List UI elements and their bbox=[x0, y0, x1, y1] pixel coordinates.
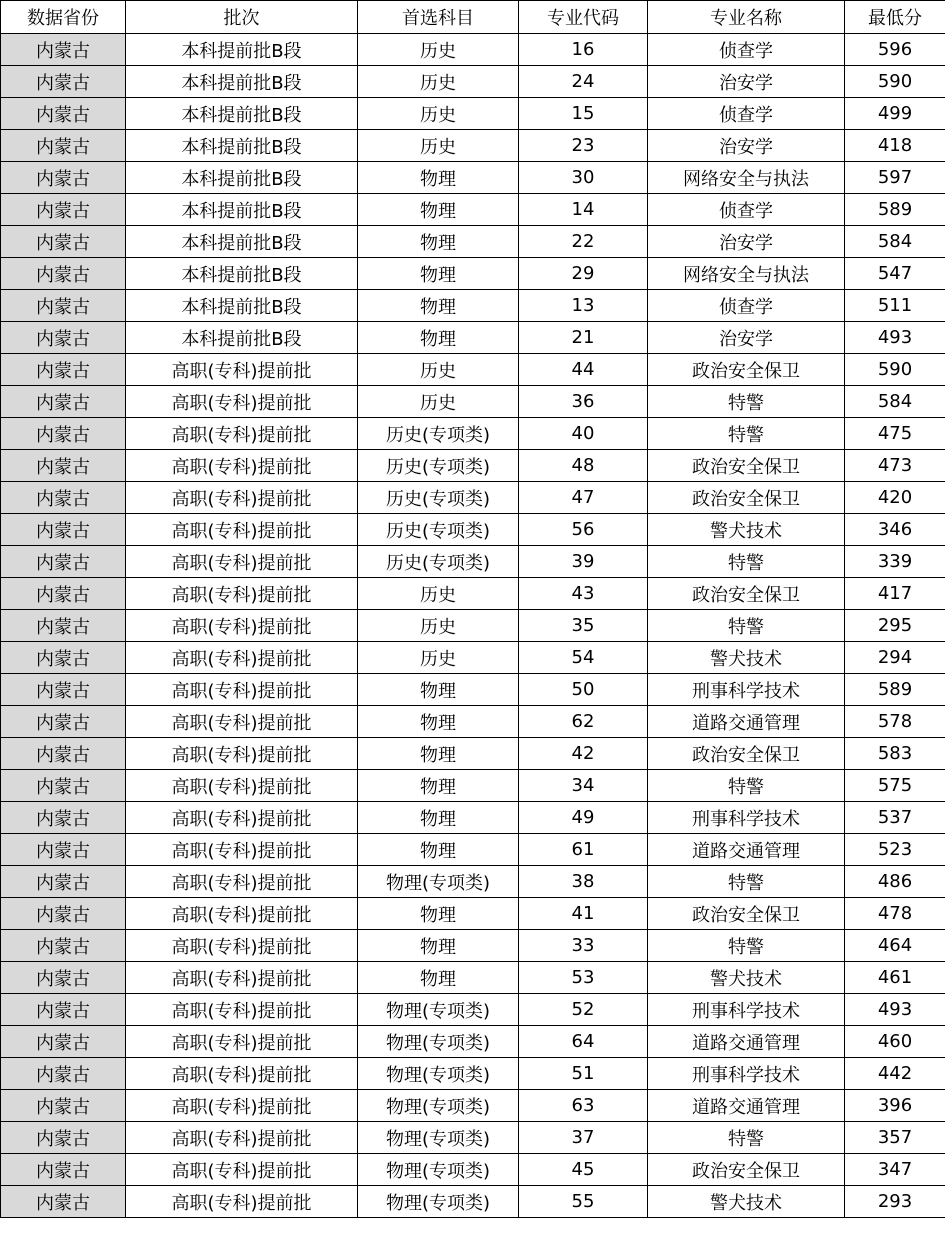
major-name-cell: 刑事科学技术 bbox=[648, 1058, 845, 1090]
province-cell: 内蒙古 bbox=[1, 226, 126, 258]
batch-cell: 高职(专科)提前批 bbox=[126, 866, 358, 898]
table-header bbox=[1, 1, 945, 34]
min-score-cell: 486 bbox=[845, 866, 945, 898]
major-code-cell: 44 bbox=[519, 354, 648, 386]
min-score-cell: 493 bbox=[845, 994, 945, 1026]
major-code-cell: 43 bbox=[519, 578, 648, 610]
province-cell: 内蒙古 bbox=[1, 34, 126, 66]
table-row bbox=[1, 1186, 945, 1218]
province-cell: 内蒙古 bbox=[1, 866, 126, 898]
major-name-cell: 道路交通管理 bbox=[648, 706, 845, 738]
table-row bbox=[1, 1122, 945, 1154]
batch-cell: 本科提前批B段 bbox=[126, 194, 358, 226]
major-name-cell: 警犬技术 bbox=[648, 962, 845, 994]
table-row bbox=[1, 162, 945, 194]
table-row bbox=[1, 386, 945, 418]
primary-subject-cell: 物理 bbox=[358, 738, 519, 770]
major-name-cell: 政治安全保卫 bbox=[648, 898, 845, 930]
primary-subject-cell: 物理(专项类) bbox=[358, 1090, 519, 1122]
primary-subject-cell: 物理 bbox=[358, 162, 519, 194]
table-row bbox=[1, 802, 945, 834]
primary-subject-cell: 历史(专项类) bbox=[358, 514, 519, 546]
batch-cell: 高职(专科)提前批 bbox=[126, 994, 358, 1026]
table-row bbox=[1, 898, 945, 930]
batch-cell: 本科提前批B段 bbox=[126, 34, 358, 66]
major-code-cell: 63 bbox=[519, 1090, 648, 1122]
batch-cell: 高职(专科)提前批 bbox=[126, 738, 358, 770]
major-code-cell: 49 bbox=[519, 802, 648, 834]
major-name-cell: 侦查学 bbox=[648, 34, 845, 66]
batch-cell: 高职(专科)提前批 bbox=[126, 546, 358, 578]
primary-subject-cell: 物理(专项类) bbox=[358, 1026, 519, 1058]
table-row bbox=[1, 642, 945, 674]
min-score-cell: 461 bbox=[845, 962, 945, 994]
batch-cell: 高职(专科)提前批 bbox=[126, 354, 358, 386]
table-row bbox=[1, 1090, 945, 1122]
major-name-cell: 特警 bbox=[648, 418, 845, 450]
major-code-cell: 50 bbox=[519, 674, 648, 706]
min-score-cell: 418 bbox=[845, 130, 945, 162]
table-row bbox=[1, 98, 945, 130]
major-code-cell: 41 bbox=[519, 898, 648, 930]
min-score-cell: 511 bbox=[845, 290, 945, 322]
primary-subject-cell: 历史(专项类) bbox=[358, 450, 519, 482]
primary-subject-cell: 历史 bbox=[358, 34, 519, 66]
min-score-cell: 294 bbox=[845, 642, 945, 674]
table-row bbox=[1, 418, 945, 450]
min-score-cell: 473 bbox=[845, 450, 945, 482]
province-cell: 内蒙古 bbox=[1, 1154, 126, 1186]
table-row bbox=[1, 834, 945, 866]
min-score-cell: 293 bbox=[845, 1186, 945, 1218]
min-score-cell: 464 bbox=[845, 930, 945, 962]
batch-cell: 高职(专科)提前批 bbox=[126, 578, 358, 610]
primary-subject-cell: 历史(专项类) bbox=[358, 546, 519, 578]
header-min-score: 最低分 bbox=[845, 1, 945, 34]
major-code-cell: 13 bbox=[519, 290, 648, 322]
table-row bbox=[1, 706, 945, 738]
table-row bbox=[1, 770, 945, 802]
table-row bbox=[1, 290, 945, 322]
major-code-cell: 22 bbox=[519, 226, 648, 258]
table-row bbox=[1, 578, 945, 610]
table-row bbox=[1, 66, 945, 98]
major-code-cell: 29 bbox=[519, 258, 648, 290]
min-score-cell: 295 bbox=[845, 610, 945, 642]
table-row bbox=[1, 738, 945, 770]
batch-cell: 高职(专科)提前批 bbox=[126, 962, 358, 994]
major-name-cell: 刑事科学技术 bbox=[648, 674, 845, 706]
header-major-name: 专业名称 bbox=[648, 1, 845, 34]
header-primary-subject: 首选科目 bbox=[358, 1, 519, 34]
primary-subject-cell: 历史(专项类) bbox=[358, 418, 519, 450]
min-score-cell: 589 bbox=[845, 674, 945, 706]
header-row bbox=[1, 1, 945, 34]
batch-cell: 高职(专科)提前批 bbox=[126, 1058, 358, 1090]
primary-subject-cell: 物理 bbox=[358, 290, 519, 322]
province-cell: 内蒙古 bbox=[1, 994, 126, 1026]
major-code-cell: 56 bbox=[519, 514, 648, 546]
major-name-cell: 警犬技术 bbox=[648, 514, 845, 546]
table-row bbox=[1, 34, 945, 66]
table-row bbox=[1, 866, 945, 898]
table-row bbox=[1, 514, 945, 546]
min-score-cell: 442 bbox=[845, 1058, 945, 1090]
major-code-cell: 40 bbox=[519, 418, 648, 450]
major-code-cell: 48 bbox=[519, 450, 648, 482]
batch-cell: 高职(专科)提前批 bbox=[126, 1122, 358, 1154]
header-batch: 批次 bbox=[126, 1, 358, 34]
primary-subject-cell: 历史 bbox=[358, 130, 519, 162]
min-score-cell: 596 bbox=[845, 34, 945, 66]
province-cell: 内蒙古 bbox=[1, 930, 126, 962]
primary-subject-cell: 历史 bbox=[358, 66, 519, 98]
major-name-cell: 特警 bbox=[648, 546, 845, 578]
table-row bbox=[1, 482, 945, 514]
major-name-cell: 治安学 bbox=[648, 322, 845, 354]
batch-cell: 高职(专科)提前批 bbox=[126, 386, 358, 418]
province-cell: 内蒙古 bbox=[1, 418, 126, 450]
province-cell: 内蒙古 bbox=[1, 610, 126, 642]
major-name-cell: 刑事科学技术 bbox=[648, 994, 845, 1026]
major-code-cell: 61 bbox=[519, 834, 648, 866]
province-cell: 内蒙古 bbox=[1, 130, 126, 162]
batch-cell: 本科提前批B段 bbox=[126, 322, 358, 354]
batch-cell: 高职(专科)提前批 bbox=[126, 1026, 358, 1058]
major-name-cell: 道路交通管理 bbox=[648, 1026, 845, 1058]
major-name-cell: 特警 bbox=[648, 866, 845, 898]
min-score-cell: 499 bbox=[845, 98, 945, 130]
primary-subject-cell: 物理 bbox=[358, 194, 519, 226]
major-code-cell: 30 bbox=[519, 162, 648, 194]
major-name-cell: 道路交通管理 bbox=[648, 1090, 845, 1122]
primary-subject-cell: 物理(专项类) bbox=[358, 1186, 519, 1218]
min-score-cell: 547 bbox=[845, 258, 945, 290]
table-row bbox=[1, 450, 945, 482]
major-name-cell: 侦查学 bbox=[648, 290, 845, 322]
min-score-cell: 493 bbox=[845, 322, 945, 354]
primary-subject-cell: 物理 bbox=[358, 930, 519, 962]
batch-cell: 本科提前批B段 bbox=[126, 258, 358, 290]
major-code-cell: 55 bbox=[519, 1186, 648, 1218]
min-score-cell: 347 bbox=[845, 1154, 945, 1186]
batch-cell: 本科提前批B段 bbox=[126, 162, 358, 194]
batch-cell: 高职(专科)提前批 bbox=[126, 418, 358, 450]
major-code-cell: 35 bbox=[519, 610, 648, 642]
table-row bbox=[1, 674, 945, 706]
min-score-cell: 583 bbox=[845, 738, 945, 770]
batch-cell: 高职(专科)提前批 bbox=[126, 898, 358, 930]
province-cell: 内蒙古 bbox=[1, 162, 126, 194]
min-score-cell: 590 bbox=[845, 66, 945, 98]
primary-subject-cell: 物理 bbox=[358, 322, 519, 354]
batch-cell: 高职(专科)提前批 bbox=[126, 482, 358, 514]
major-name-cell: 政治安全保卫 bbox=[648, 450, 845, 482]
min-score-cell: 537 bbox=[845, 802, 945, 834]
province-cell: 内蒙古 bbox=[1, 450, 126, 482]
major-code-cell: 36 bbox=[519, 386, 648, 418]
province-cell: 内蒙古 bbox=[1, 290, 126, 322]
major-code-cell: 42 bbox=[519, 738, 648, 770]
batch-cell: 高职(专科)提前批 bbox=[126, 1186, 358, 1218]
min-score-cell: 357 bbox=[845, 1122, 945, 1154]
primary-subject-cell: 历史 bbox=[358, 578, 519, 610]
primary-subject-cell: 物理 bbox=[358, 258, 519, 290]
major-code-cell: 33 bbox=[519, 930, 648, 962]
province-cell: 内蒙古 bbox=[1, 546, 126, 578]
major-code-cell: 21 bbox=[519, 322, 648, 354]
major-code-cell: 64 bbox=[519, 1026, 648, 1058]
major-code-cell: 15 bbox=[519, 98, 648, 130]
major-name-cell: 网络安全与执法 bbox=[648, 162, 845, 194]
table-row bbox=[1, 1058, 945, 1090]
primary-subject-cell: 历史 bbox=[358, 610, 519, 642]
province-cell: 内蒙古 bbox=[1, 1122, 126, 1154]
major-code-cell: 34 bbox=[519, 770, 648, 802]
province-cell: 内蒙古 bbox=[1, 1026, 126, 1058]
major-name-cell: 治安学 bbox=[648, 226, 845, 258]
major-code-cell: 38 bbox=[519, 866, 648, 898]
primary-subject-cell: 物理 bbox=[358, 706, 519, 738]
batch-cell: 高职(专科)提前批 bbox=[126, 706, 358, 738]
province-cell: 内蒙古 bbox=[1, 258, 126, 290]
major-code-cell: 24 bbox=[519, 66, 648, 98]
primary-subject-cell: 物理(专项类) bbox=[358, 1058, 519, 1090]
major-name-cell: 特警 bbox=[648, 1122, 845, 1154]
province-cell: 内蒙古 bbox=[1, 898, 126, 930]
min-score-cell: 396 bbox=[845, 1090, 945, 1122]
major-name-cell: 特警 bbox=[648, 770, 845, 802]
province-cell: 内蒙古 bbox=[1, 1090, 126, 1122]
min-score-cell: 589 bbox=[845, 194, 945, 226]
primary-subject-cell: 物理 bbox=[358, 226, 519, 258]
major-name-cell: 政治安全保卫 bbox=[648, 1154, 845, 1186]
province-cell: 内蒙古 bbox=[1, 802, 126, 834]
min-score-cell: 420 bbox=[845, 482, 945, 514]
batch-cell: 高职(专科)提前批 bbox=[126, 450, 358, 482]
table-row bbox=[1, 130, 945, 162]
primary-subject-cell: 历史 bbox=[358, 386, 519, 418]
province-cell: 内蒙古 bbox=[1, 514, 126, 546]
major-code-cell: 45 bbox=[519, 1154, 648, 1186]
batch-cell: 本科提前批B段 bbox=[126, 130, 358, 162]
major-code-cell: 52 bbox=[519, 994, 648, 1026]
major-name-cell: 道路交通管理 bbox=[648, 834, 845, 866]
batch-cell: 高职(专科)提前批 bbox=[126, 930, 358, 962]
major-code-cell: 23 bbox=[519, 130, 648, 162]
min-score-cell: 590 bbox=[845, 354, 945, 386]
primary-subject-cell: 物理(专项类) bbox=[358, 1122, 519, 1154]
major-name-cell: 刑事科学技术 bbox=[648, 802, 845, 834]
primary-subject-cell: 历史 bbox=[358, 642, 519, 674]
province-cell: 内蒙古 bbox=[1, 194, 126, 226]
batch-cell: 本科提前批B段 bbox=[126, 226, 358, 258]
table-row bbox=[1, 322, 945, 354]
major-name-cell: 侦查学 bbox=[648, 98, 845, 130]
province-cell: 内蒙古 bbox=[1, 770, 126, 802]
batch-cell: 高职(专科)提前批 bbox=[126, 514, 358, 546]
primary-subject-cell: 物理(专项类) bbox=[358, 866, 519, 898]
table-row bbox=[1, 1026, 945, 1058]
province-cell: 内蒙古 bbox=[1, 1186, 126, 1218]
batch-cell: 高职(专科)提前批 bbox=[126, 1154, 358, 1186]
table-row bbox=[1, 194, 945, 226]
min-score-cell: 597 bbox=[845, 162, 945, 194]
major-name-cell: 政治安全保卫 bbox=[648, 354, 845, 386]
primary-subject-cell: 物理(专项类) bbox=[358, 994, 519, 1026]
min-score-cell: 578 bbox=[845, 706, 945, 738]
min-score-cell: 584 bbox=[845, 226, 945, 258]
major-code-cell: 16 bbox=[519, 34, 648, 66]
major-name-cell: 警犬技术 bbox=[648, 1186, 845, 1218]
primary-subject-cell: 物理 bbox=[358, 770, 519, 802]
province-cell: 内蒙古 bbox=[1, 66, 126, 98]
header-province: 数据省份 bbox=[1, 1, 126, 34]
primary-subject-cell: 历史(专项类) bbox=[358, 482, 519, 514]
batch-cell: 本科提前批B段 bbox=[126, 66, 358, 98]
major-code-cell: 53 bbox=[519, 962, 648, 994]
primary-subject-cell: 物理(专项类) bbox=[358, 1154, 519, 1186]
major-code-cell: 39 bbox=[519, 546, 648, 578]
province-cell: 内蒙古 bbox=[1, 578, 126, 610]
batch-cell: 高职(专科)提前批 bbox=[126, 802, 358, 834]
major-code-cell: 37 bbox=[519, 1122, 648, 1154]
province-cell: 内蒙古 bbox=[1, 962, 126, 994]
major-name-cell: 特警 bbox=[648, 610, 845, 642]
table-row bbox=[1, 610, 945, 642]
batch-cell: 高职(专科)提前批 bbox=[126, 610, 358, 642]
major-name-cell: 网络安全与执法 bbox=[648, 258, 845, 290]
primary-subject-cell: 历史 bbox=[358, 354, 519, 386]
province-cell: 内蒙古 bbox=[1, 642, 126, 674]
major-code-cell: 47 bbox=[519, 482, 648, 514]
province-cell: 内蒙古 bbox=[1, 674, 126, 706]
primary-subject-cell: 物理 bbox=[358, 802, 519, 834]
major-name-cell: 治安学 bbox=[648, 66, 845, 98]
min-score-cell: 475 bbox=[845, 418, 945, 450]
table-row bbox=[1, 354, 945, 386]
min-score-cell: 523 bbox=[845, 834, 945, 866]
table-row bbox=[1, 1154, 945, 1186]
batch-cell: 高职(专科)提前批 bbox=[126, 642, 358, 674]
min-score-cell: 584 bbox=[845, 386, 945, 418]
major-code-cell: 54 bbox=[519, 642, 648, 674]
batch-cell: 高职(专科)提前批 bbox=[126, 674, 358, 706]
major-code-cell: 51 bbox=[519, 1058, 648, 1090]
batch-cell: 高职(专科)提前批 bbox=[126, 770, 358, 802]
min-score-cell: 460 bbox=[845, 1026, 945, 1058]
table-row bbox=[1, 994, 945, 1026]
batch-cell: 高职(专科)提前批 bbox=[126, 834, 358, 866]
min-score-cell: 575 bbox=[845, 770, 945, 802]
major-name-cell: 特警 bbox=[648, 386, 845, 418]
major-name-cell: 警犬技术 bbox=[648, 642, 845, 674]
major-name-cell: 政治安全保卫 bbox=[648, 738, 845, 770]
table-row bbox=[1, 930, 945, 962]
min-score-cell: 478 bbox=[845, 898, 945, 930]
province-cell: 内蒙古 bbox=[1, 738, 126, 770]
header-major-code: 专业代码 bbox=[519, 1, 648, 34]
table-row bbox=[1, 226, 945, 258]
major-name-cell: 政治安全保卫 bbox=[648, 482, 845, 514]
province-cell: 内蒙古 bbox=[1, 1058, 126, 1090]
min-score-cell: 417 bbox=[845, 578, 945, 610]
primary-subject-cell: 历史 bbox=[358, 98, 519, 130]
table-row bbox=[1, 962, 945, 994]
major-code-cell: 62 bbox=[519, 706, 648, 738]
province-cell: 内蒙古 bbox=[1, 322, 126, 354]
primary-subject-cell: 物理 bbox=[358, 674, 519, 706]
min-score-cell: 346 bbox=[845, 514, 945, 546]
major-name-cell: 政治安全保卫 bbox=[648, 578, 845, 610]
province-cell: 内蒙古 bbox=[1, 482, 126, 514]
min-score-cell: 339 bbox=[845, 546, 945, 578]
table-body bbox=[1, 34, 945, 1218]
major-name-cell: 特警 bbox=[648, 930, 845, 962]
table-row bbox=[1, 258, 945, 290]
province-cell: 内蒙古 bbox=[1, 98, 126, 130]
primary-subject-cell: 物理 bbox=[358, 962, 519, 994]
province-cell: 内蒙古 bbox=[1, 386, 126, 418]
batch-cell: 本科提前批B段 bbox=[126, 98, 358, 130]
batch-cell: 高职(专科)提前批 bbox=[126, 1090, 358, 1122]
major-code-cell: 14 bbox=[519, 194, 648, 226]
table-row bbox=[1, 546, 945, 578]
major-name-cell: 侦查学 bbox=[648, 194, 845, 226]
primary-subject-cell: 物理 bbox=[358, 834, 519, 866]
primary-subject-cell: 物理 bbox=[358, 898, 519, 930]
province-cell: 内蒙古 bbox=[1, 706, 126, 738]
province-cell: 内蒙古 bbox=[1, 834, 126, 866]
batch-cell: 本科提前批B段 bbox=[126, 290, 358, 322]
province-cell: 内蒙古 bbox=[1, 354, 126, 386]
major-name-cell: 治安学 bbox=[648, 130, 845, 162]
